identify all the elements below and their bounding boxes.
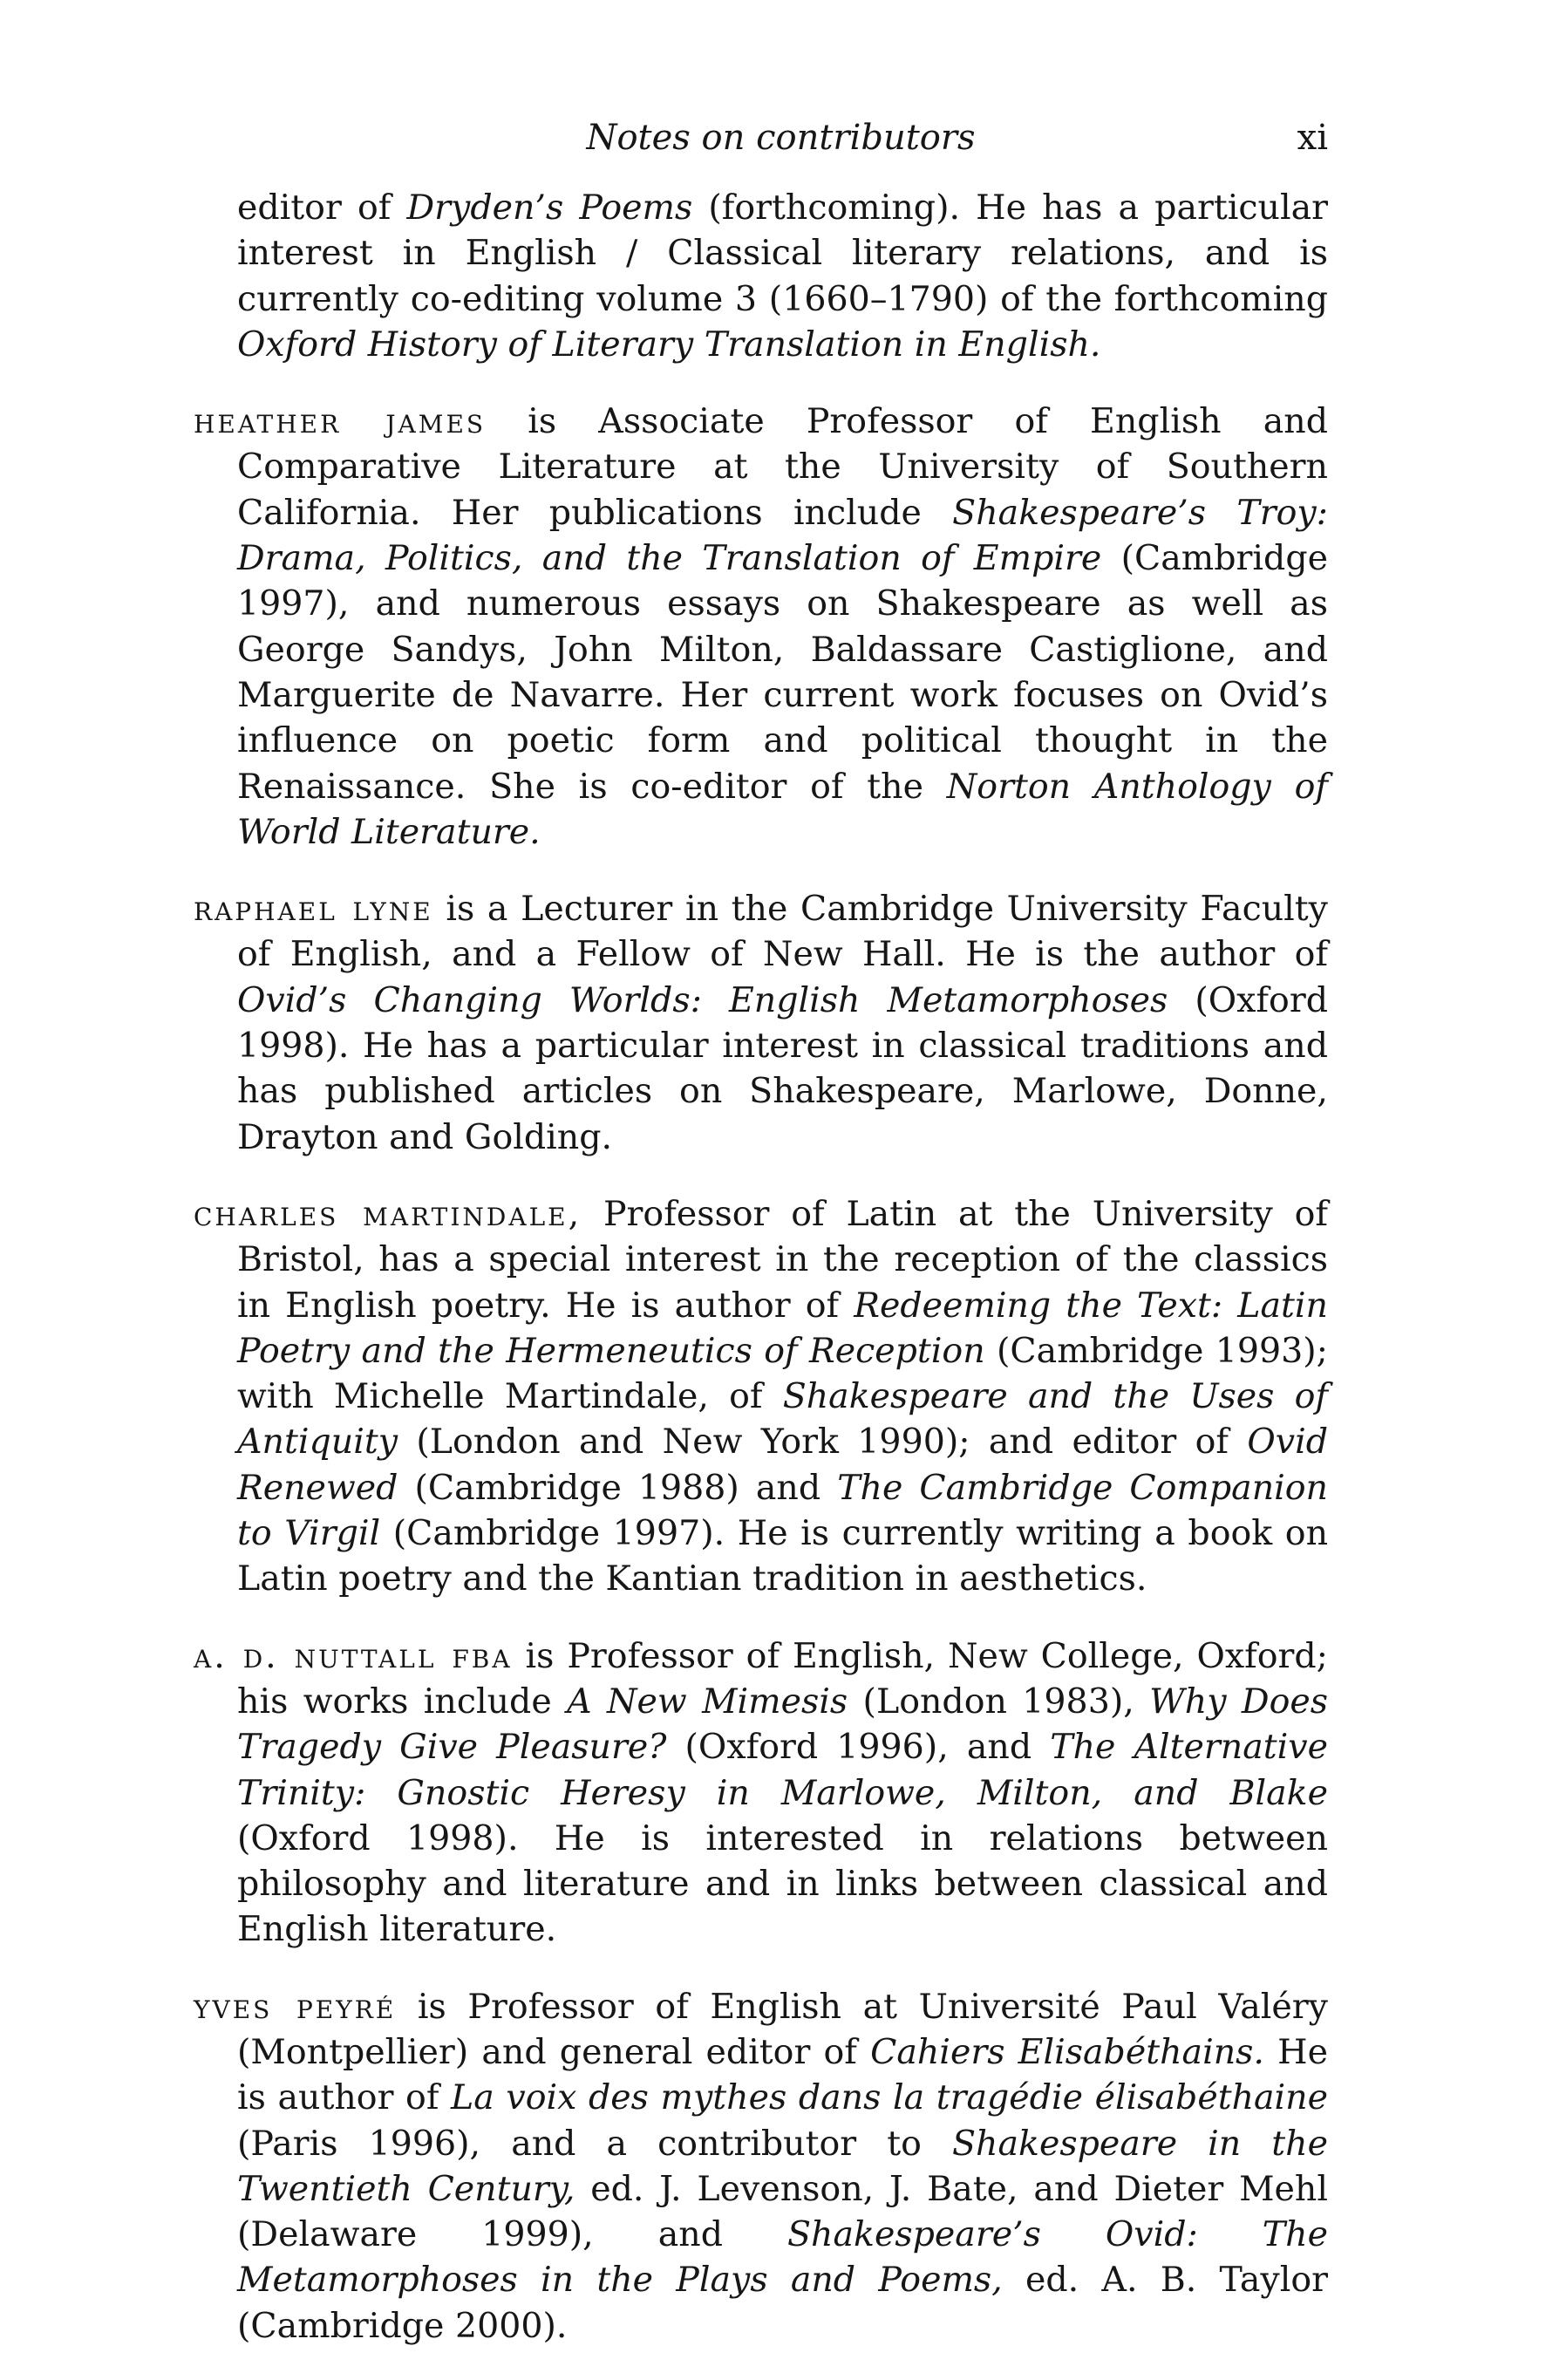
contributor-name: raphael lyne [194,889,433,930]
italic-title: Oxford History of Literary Translation in English. [237,324,1101,365]
entry-text: (Cambridge 1988) and [398,1467,838,1508]
contributor-entry [194,1191,1328,1602]
contributor-notes [194,185,1328,2380]
italic-title: Shakespeare’s Troy: Drama, Politics, and the Translation of Empire [237,492,1328,579]
italic-title: La voix des mythes dans la tragédie élisabéthaine [451,2077,1329,2118]
entry-text: (Cambridge 1997), and numerous essays on Shakespeare as well as George Sandys, John Milton, Baldassare Castiglione, and Marguerite de Navarre. Her current work focuses on Ovid’s influence on poetic form and political thought in the Renaissance. She is co-editor of the [237,538,1328,807]
entry-text: is a Lecturer in the Cambridge University Faculty of English, and a Fellow of New Hall. He is the author of [237,889,1328,975]
entry-text: (Cambridge 1997). He is currently writing a book on Latin poetry and the Kantian tradition in aesthetics. [237,1513,1329,1599]
entry-text: is Associate Professor of English and Comparative Literature at the University of Southern California. Her publications include [237,401,1328,533]
entry-text: (Oxford 1996), and [666,1727,1051,1768]
contributor-entry [194,185,1328,367]
contributor-entry [194,1984,1328,2349]
italic-title: Shakespeare and the Uses of Antiquity [237,1376,1328,1463]
entry-text: He is author of [237,2031,1328,2118]
running-head-title: Notes on contributors [586,118,976,158]
entry-text: (Cambridge 1993); with Michelle Martindale, of [237,1330,1328,1417]
contributor-entry [194,1633,1328,1953]
entry-text: (London 1983), [848,1681,1150,1722]
italic-title: Why Does Tragedy Give Pleasure? [237,1681,1328,1768]
contributor-name: charles martindale, [194,1193,582,1234]
entry-text: is Professor of English at Université Paul Valéry (Montpellier) and general editor of [237,1986,1328,2072]
italic-title: Cahiers Elisabéthains. [870,2031,1264,2072]
contributor-name: yves peyré [194,1986,397,2027]
italic-title: Ovid Renewed [237,1422,1328,1508]
contributor-name: a. d. nuttall fba [194,1635,513,1676]
italic-title: Shakespeare’s Ovid: The Metamorphoses in the Plays and Poems, [237,2214,1328,2301]
italic-title: A New Mimesis [567,1681,848,1722]
italic-title: Redeeming the Text: Latin Poetry and the Hermeneutics of Reception [237,1285,1328,1371]
entry-text: editor of [237,188,407,228]
entry-text: Professor of Latin at the University of Bristol, has a special interest in the reception of the classics in English poetry. He is author of [237,1193,1328,1326]
entry-text: is Professor of English, New College, Oxford; his works include [237,1635,1328,1722]
italic-title: Ovid’s Changing Worlds: English Metamorphoses [237,979,1168,1020]
italic-title: Shakespeare in the Twentieth Century, [237,2123,1328,2209]
italic-title: Norton Anthology of World Literature. [237,766,1329,852]
page-number: xi [1297,118,1328,158]
italic-title: The Alternative Trinity: Gnostic Heresy in Marlowe, Milton, and Blake [237,1727,1328,1813]
entry-text: ed. A. B. Taylor (Cambridge 2000). [237,2260,1328,2346]
entry-text: (forthcoming). He has a particular interest in English / Classical literary relations, and is currently co-editing volume 3 (1660–1790) of the forthcoming [237,188,1329,319]
contributor-entry [194,886,1328,1160]
italic-title: Dryden’s Poems [406,188,693,228]
entry-text: (Paris 1996), and a contributor to [237,2123,952,2164]
entry-text: (London and New York 1990); and editor of [398,1422,1248,1463]
entry-text: ed. J. Levenson, J. Bate, and Dieter Mehl (Delaware 1999), and [237,2168,1328,2255]
running-head [234,113,1328,162]
italic-title: The Cambridge Companion to Virgil [237,1467,1328,1554]
contributor-name: heather james [194,401,487,442]
entry-text: (Oxford 1998). He is interested in relations between philosophy and literature and in links between classical and English literature. [237,1817,1328,1950]
entry-text: (Oxford 1998). He has a particular interest in classical traditions and has published articles on Shakespeare, Marlowe, Donne, Drayton and Golding. [237,979,1328,1157]
contributor-entry [194,399,1328,855]
